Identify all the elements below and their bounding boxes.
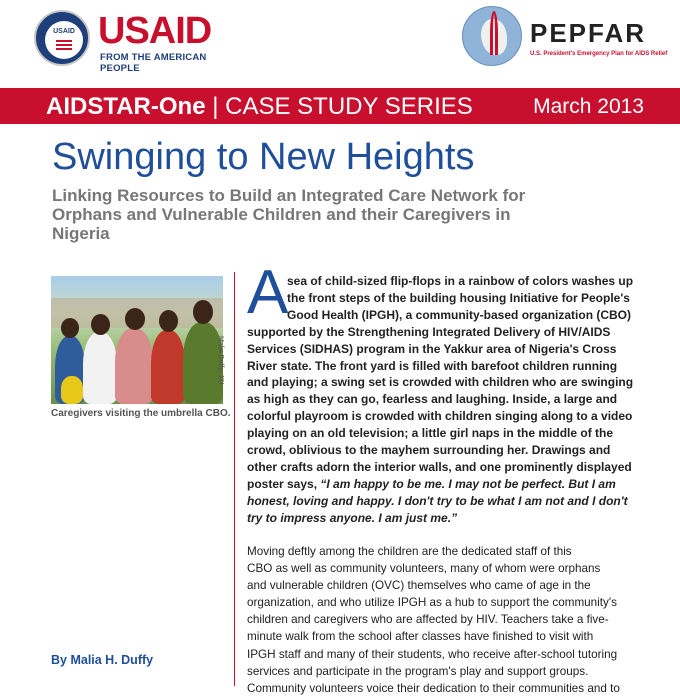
usaid-seal-icon: USAID — [34, 10, 90, 66]
intro-paragraph: sea of child-sized flip-flops in a rainbow of colors washes up the front steps of the building housing Initiative for People's Good Health (IPGH), a community-based organization (CBO) supported by the Strengthening Integrated Delivery of HIV/AIDS Services (SIDHAS) program in the Yakkur area of Nigeria's Cross River state. The front yard is filled with barefoot children running and playing; a swing set is crowded with children who are swinging as high as they can go, fearless and laughing. Inside, a large and colorful playroom is crowded with children singing along to a video playing on an old television; a little girl naps in the middle of the crowd, oblivious to the mayhem surrounding her. Drawings and other crafts adorn the interior walls, and one prominently displayed poster says, “I am happy to be me. I may not be perfect. But I am honest, loving and happy. I don't try to be what I am not and I don't try to impress anyone. I am just me.” — [247, 274, 634, 525]
photo-caption: Caregivers visiting the umbrella CBO. — [51, 408, 231, 419]
pepfar-logo — [462, 6, 672, 72]
usaid-tagline: FROM THE AMERICAN PEOPLE — [100, 52, 207, 74]
usaid-logo — [34, 10, 234, 74]
drop-cap: A — [247, 258, 289, 327]
page-title: Swinging to New Heights — [52, 136, 475, 178]
body-paragraph: Moving deftly among the children are the dedicated staff of this CBO as well as community volunteers, many of whom were orphans and vulnerable children (OVC) themselves who came of age in the organization, and who utilize IPGH as a hub to support the community's children and caregivers who are affected by HIV. Teachers take a five- minute walk from the school after classes have finished to visit with IPGH staff and many of their students, who receive after-school tutoring services and participate in the program's play and support groups. Community volunteers voice their dedication to their communities and to — [247, 545, 620, 695]
author-byline: By Malia H. Duffy — [51, 653, 154, 667]
pepfar-wordmark: PEPFAR — [530, 18, 647, 48]
publication-date: March 2013 — [533, 95, 644, 118]
column-divider — [234, 272, 235, 686]
caregivers-photo — [51, 276, 223, 404]
page-subtitle: Linking Resources to Build an Integrated Care Network for Orphans and Vulnerable Children and their Caregivers in Nigeria — [52, 186, 526, 243]
usaid-wordmark: USAID — [98, 10, 212, 52]
globe-ribbon-icon — [462, 6, 522, 66]
series-banner — [0, 88, 680, 124]
pepfar-subtitle: U.S. President's Emergency Plan for AIDS Relief — [530, 51, 668, 57]
photo-credit: Malia Duffy, JSI — [217, 336, 224, 385]
series-label: AIDSTAR-One | CASE STUDY SERIES — [46, 93, 473, 120]
poster-quote: “I am happy to be me. I may not be perfect. But I am — [320, 476, 616, 491]
